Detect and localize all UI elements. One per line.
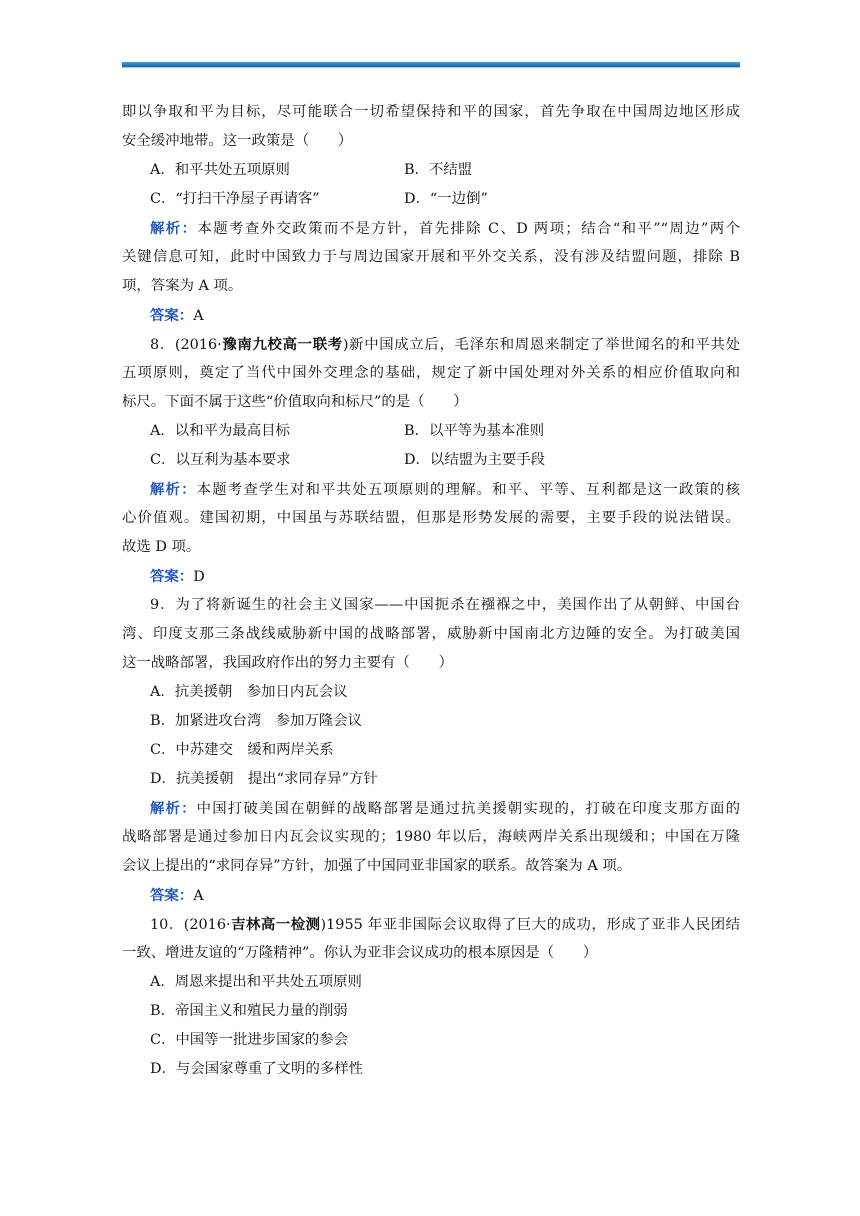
q9-answer [122,881,740,910]
q8-answer-label: 答案： [150,568,194,585]
q9-analysis-line-2: 战略部署是通过参加日内瓦会议实现的；1980 年以后，海峡两岸关系出现缓和；中国在万隆 [122,829,740,845]
q7-analysis-label: 解析： [150,220,198,237]
q8-stem-line-3: 标尺。下面不属于这些“价值取向和标尺”的是（ ） [122,394,468,410]
q8-stem-line-2: 五项原则，奠定了当代中国外交理念的基础，规定了新中国处理对外关系的相应价值取向和 [122,365,740,381]
q8-source: (2016·豫南九校高一联考) [174,336,349,353]
q8-analysis-label: 解析： [150,481,197,498]
q10-option-c: C．中国等一批进步国家的参会 [150,1032,349,1048]
q9-analysis-line-1: 解析：中国打破美国在朝鲜的战略部署是通过抗美援朝实现的，打破在印度支那方面的 [150,800,740,817]
q7-analysis-line-2: 关键信息可知，此时中国致力于与周边国家开展和平外交关系，没有涉及结盟问题，排除 B [122,249,740,265]
q10-source: (2016·吉林高一检测) [183,916,327,933]
page-content [122,98,740,1084]
q10-stem-line-1: 10．(2016·吉林高一检测)1955 年亚非国际会议取得了巨大的成功，形成了亚非人民团结 [150,916,740,933]
q8-option-d: D．以结盟为主要手段 [404,452,546,468]
q9-analysis-line-3: 会议上提出的“求同存异”方针，加强了中国同亚非国家的联系。故答案为 A 项。 [122,858,632,874]
q9-answer-value: A [193,888,204,904]
q7-option-b: B．不结盟 [404,162,473,178]
q8-analysis-line-2: 心价值观。建国初期，中国虽与苏联结盟，但那是形势发展的需要，主要手段的说法错误。 [122,510,740,526]
q8-stem-line-1: 8．(2016·豫南九校高一联考)新中国成立后，毛泽东和周恩来制定了举世闻名的和平共处 [150,336,740,353]
q7-answer-value: A [193,308,204,324]
q8-answer-value: D [193,569,205,585]
q7-options-row-2 [122,185,740,214]
q9-analysis-label: 解析： [150,800,197,817]
q7-option-c: C．“打扫干净屋子再请客” [150,191,320,207]
q10-option-d: D．与会国家尊重了文明的多样性 [150,1061,364,1077]
q8-options-row-1 [122,417,740,446]
q9-option-d: D．抗美援朝 提出“求同存异”方针 [150,771,378,787]
q7-option-d: D．“一边倒” [404,191,488,207]
q8-option-a: A．以和平为最高目标 [150,423,290,439]
q7-analysis-line-1: 解析：本题考查外交政策而不是方针，首先排除 C、D 两项；结合“和平”“周边”两个 [150,220,740,237]
q10-stem-line-2: 一致、增进友谊的“万隆精神”。你认为亚非会议成功的根本原因是（ ） [122,945,598,961]
q9-stem-line-2: 湾、印度支那三条战线威胁新中国的战略部署，威胁新中国南北方边陲的安全。为打破美国 [122,626,740,642]
q9-stem-line-1: 9．为了将新诞生的社会主义国家——中国扼杀在襁褓之中，美国作出了从朝鲜、中国台 [150,597,740,613]
q8-options-row-2 [122,446,740,475]
q7-analysis-line-3: 项，答案为 A 项。 [122,278,243,294]
q9-stem-line-3: 这一战略部署，我国政府作出的努力主要有（ ） [122,655,453,671]
q10-option-a: A．周恩来提出和平共处五项原则 [150,974,362,990]
q7-stem-line-2: 安全缓冲地带。这一政策是（ ） [122,133,353,149]
q7-option-a: A．和平共处五项原则 [150,162,290,178]
q7-answer [122,301,740,330]
q9-answer-label: 答案： [150,887,194,904]
q8-option-b: B．以平等为基本准则 [404,423,545,439]
q9-option-a: A．抗美援朝 参加日内瓦会议 [150,684,348,700]
q7-answer-label: 答案： [150,307,194,324]
q8-analysis-line-1: 解析：本题考查学生对和平共处五项原则的理解。和平、平等、互利都是这一政策的核 [150,481,740,498]
q9-option-b: B．加紧进攻台湾 参加万隆会议 [150,713,363,729]
q9-option-c: C．中苏建交 缓和两岸关系 [150,742,334,758]
q7-stem-line-1: 即以争取和平为目标，尽可能联合一切希望保持和平的国家，首先争取在中国周边地区形成 [122,104,740,120]
q7-options-row-1 [122,156,740,185]
q8-answer [122,562,740,591]
q8-analysis-line-3: 故选 D 项。 [122,539,201,555]
q8-option-c: C．以互利为基本要求 [150,452,291,468]
header-bar [122,62,740,68]
q10-option-b: B．帝国主义和殖民力量的削弱 [150,1003,348,1019]
